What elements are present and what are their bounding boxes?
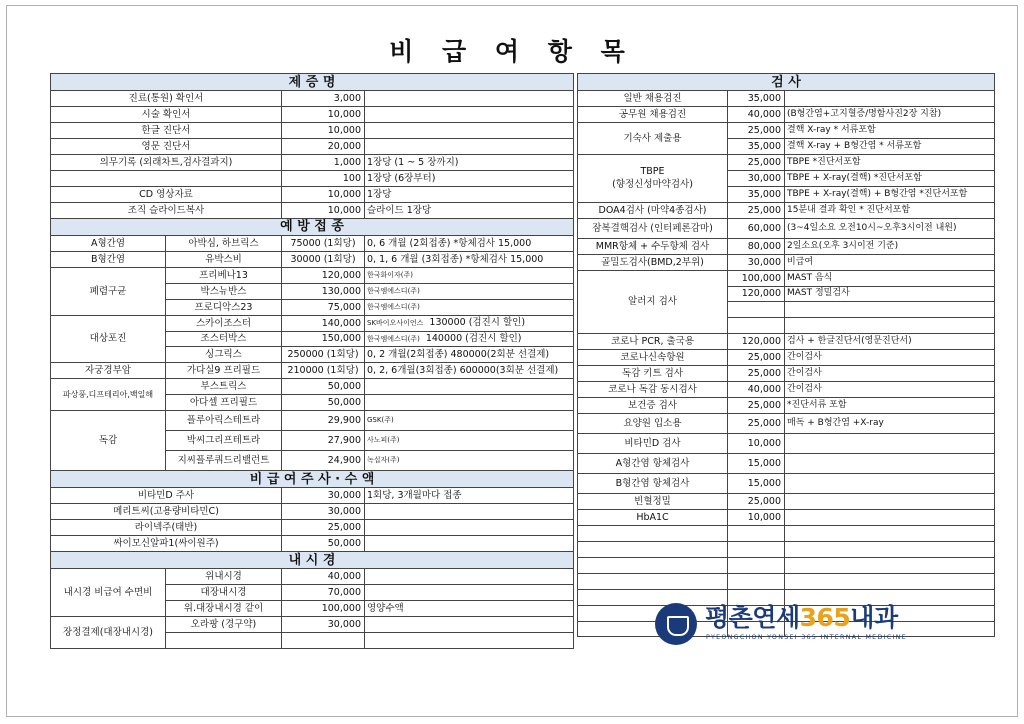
table-row: 프로디악스23 75,000 한국엠에스디(주) — [51, 299, 574, 315]
table-row: 30,000 TBPE + X-ray(결핵) *진단서포함 — [578, 170, 995, 186]
table-row: 공무원 채용검진 40,000 (B형간염+고지혈증/명함사진2장 지참) — [578, 107, 995, 123]
table-row: B형간염 항체검사 15,000 — [578, 474, 995, 494]
table-row: TBPE (향정신성마약검사) 25,000 TBPE *진단서포함 — [578, 154, 995, 170]
table-row: DOA4검사 (마약4종검사) 25,000 15분내 결과 확인 * 진단서포함 — [578, 202, 995, 218]
table-row: 의무기록 (외래차트,검사결과지) 1,000 1장당 (1 ~ 5 장까지) — [51, 154, 574, 170]
document-title: 비 급 여 항 목 — [389, 37, 635, 66]
section-header-injections: 비 급 여 주 사 · 수 액 — [51, 471, 574, 488]
table-row: 라이넥주(태반) 25,000 — [51, 520, 574, 536]
table-row: 폐렴구균 프리베나13 120,000 한국화이자(주) — [51, 267, 574, 283]
table-row: 120,000 MAST 정밀검사 — [578, 286, 995, 302]
clinic-logo — [655, 603, 907, 647]
table-row: 독감 키트 검사 25,000 간이검사 — [578, 366, 995, 382]
table-row — [578, 541, 995, 557]
table-row: 박씨그리프테트라 27,900 사노피(주) — [51, 431, 574, 451]
table-row: 박스뉴반스 130,000 한국엠에스디(주) — [51, 283, 574, 299]
table-row: 메리트씨(고용량비타민C) 30,000 — [51, 504, 574, 520]
table-row: 비타민D 검사 10,000 — [578, 434, 995, 454]
table-row: 잠복결핵검사 (인터페론감마) 60,000 (3~4일소요 오전10시~오후3시이전 내원) — [578, 218, 995, 238]
table-row: 100 1장당 (6장부터) — [51, 170, 574, 186]
table-row: 알러지 검사 100,000 MAST 음식 — [578, 270, 995, 286]
table-row: MMR항체 + 수두항체 검사 80,000 2일소요(오후 3시이전 기준) — [578, 238, 995, 254]
logo-subtitle: PYEONGCHON YONSEI 365 INTERNAL MEDICINE — [706, 634, 907, 641]
table-row: 진료(통원) 확인서 3,000 — [51, 91, 574, 107]
table-row: 코로나 PCR, 출국용 120,000 검사 + 한글진단서(영문진단서) — [578, 334, 995, 350]
table-row: 골밀도검사(BMD,2부위) 30,000 비급여 — [578, 254, 995, 270]
table-row: HbA1C 10,000 — [578, 509, 995, 525]
table-row: 한글 진단서 10,000 — [51, 123, 574, 139]
table-row: 요양원 입소용 25,000 매독 + B형간염 +X-ray — [578, 414, 995, 434]
table-row: 대상포진 스카이조스터 140,000 SK바이오사이언스 130000 (검진시 할인) — [51, 315, 574, 331]
section-header-certificates: 제 증 명 — [51, 74, 574, 91]
table-row: 아다셀 프리필드 50,000 — [51, 395, 574, 411]
right-price-table — [577, 73, 995, 637]
left-price-table — [50, 73, 574, 649]
table-row: 싸이모신알파1(싸이원주) 50,000 — [51, 536, 574, 552]
table-row: 파상풍,디프테리아,백일해 부스트릭스 50,000 — [51, 379, 574, 395]
table-row — [578, 573, 995, 589]
table-row: 장정결제(대장내시경) 오라팡 (경구약) 30,000 — [51, 617, 574, 633]
table-row: 독감 플루아릭스테트라 29,900 GSK(주) — [51, 411, 574, 431]
table-row: 비타민D 주사 30,000 1회당, 3개월마다 접종 — [51, 488, 574, 504]
table-row: 빈혈정밀 25,000 — [578, 494, 995, 510]
table-row — [578, 525, 995, 541]
table-row: 35,000 결핵 X-ray + B형간염 * 서류포함 — [578, 139, 995, 155]
table-row — [578, 557, 995, 573]
table-row: 조직 슬라이드복사 10,000 슬라이드 1장당 — [51, 202, 574, 218]
table-row: 보건증 검사 25,000 *진단서류 포함 — [578, 398, 995, 414]
table-row: 35,000 TBPE + X-ray(결핵) + B형간염 *진단서포함 — [578, 186, 995, 202]
table-row: A형간염 아박심, 하브릭스 75000 (1회당) 0, 6 개월 (2회접종) *항체검사 15,000 — [51, 235, 574, 251]
table-row: A형간염 항체검사 15,000 — [578, 454, 995, 474]
table-row: 시술 확인서 10,000 — [51, 107, 574, 123]
university-emblem-icon — [655, 603, 697, 645]
table-row: 코로나신속항원 25,000 간이검사 — [578, 350, 995, 366]
section-header-vaccination: 예 방 접 종 — [51, 218, 574, 235]
table-row: 일반 채용검진 35,000 — [578, 91, 995, 107]
table-row: 기숙사 제출용 25,000 결핵 X-ray * 서류포함 — [578, 123, 995, 139]
table-row: CD 영상자료 10,000 1장당 — [51, 186, 574, 202]
section-header-endoscopy: 내 시 경 — [51, 552, 574, 569]
table-row: 조스터박스 150,000 한국엠에스디(주) 140000 (검진시 할인) — [51, 331, 574, 347]
table-row: 대장내시경 70,000 — [51, 585, 574, 601]
table-row: 내시경 비급여 수면비 위내시경 40,000 — [51, 569, 574, 585]
logo-wordmark: 평촌연세365내과 — [705, 603, 898, 632]
table-row: 코로나 독감 동시검사 40,000 간이검사 — [578, 382, 995, 398]
table-row: 싱그릭스 250000 (1회당) 0, 2 개월(2회접종) 480000(2회분 선결제) — [51, 347, 574, 363]
table-row: 영문 진단서 20,000 — [51, 139, 574, 155]
table-row: 자궁경부암 가다실9 프리필드 210000 (1회당) 0, 2, 6개월(3회접종) 600000(3회분 선결제) — [51, 363, 574, 379]
section-header-tests: 검 사 — [578, 74, 995, 91]
table-row: 지씨플루쿼드리밸런트 24,900 녹십자(주) — [51, 451, 574, 471]
table-row: B형간염 유박스비 30000 (1회당) 0, 1, 6 개월 (3회접종) *항체검사 15,000 — [51, 251, 574, 267]
table-row: 위.대장내시경 같이 100,000 영양수액 — [51, 601, 574, 617]
